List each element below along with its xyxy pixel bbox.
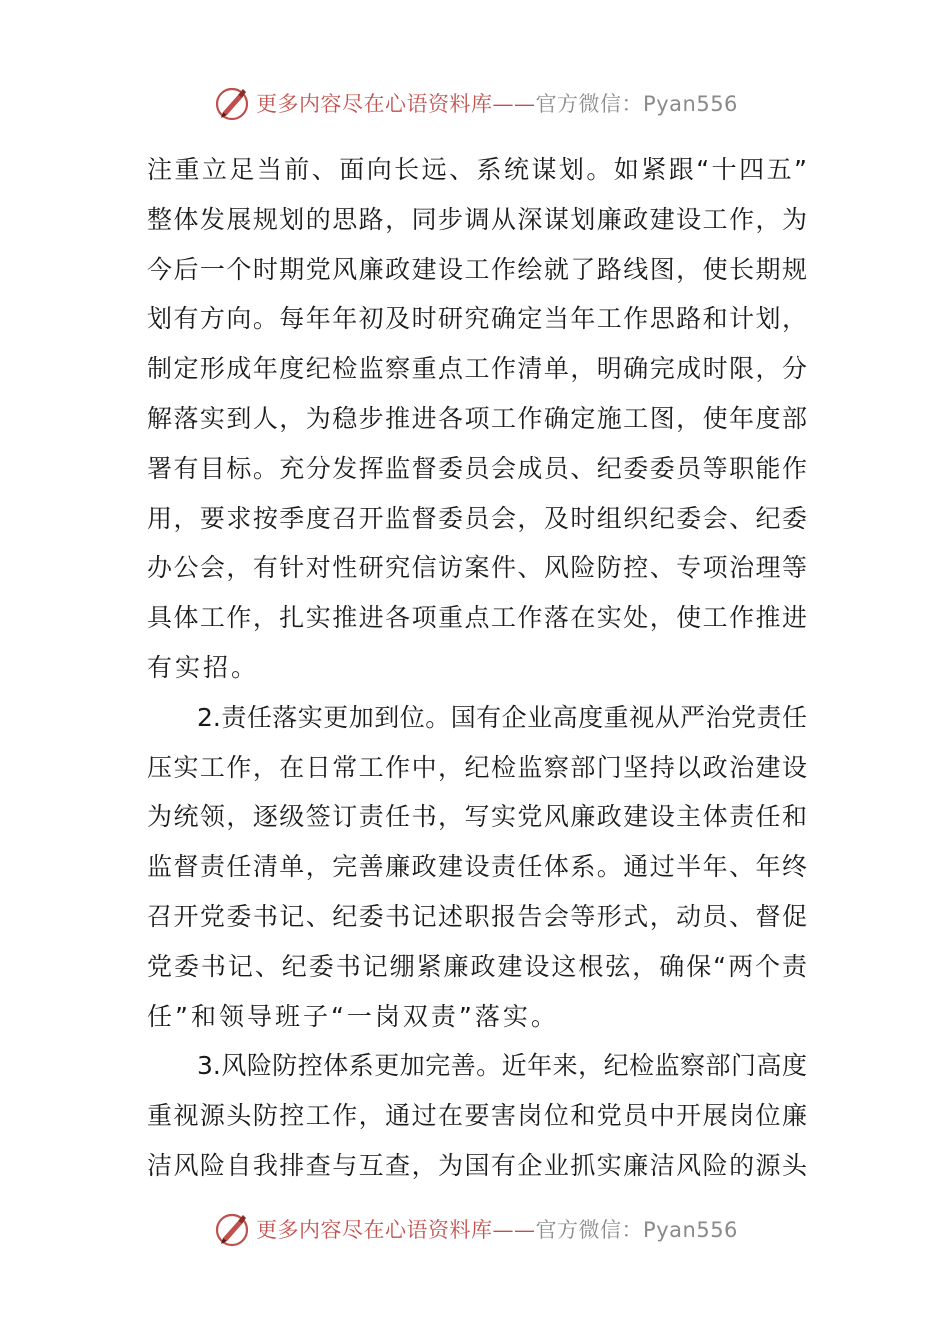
body-line: 用，要求按季度召开监督委员会，及时组织纪委会、纪委 [147, 503, 807, 533]
body-line: 注重立足当前、面向长远、系统谋划。如紧跟“十四五” [147, 155, 807, 184]
body-line: 制定形成年度纪检监察重点工作清单，明确完成时限，分 [147, 354, 807, 384]
header-wechat-text: 官方微信：Pyan556 [535, 92, 738, 116]
pen-logo-icon [212, 1209, 252, 1249]
body-line: 整体发展规划的思路，同步调从深谋划廉政建设工作，为 [147, 204, 807, 234]
footer-site-text: 更多内容尽在心语资料库—— [256, 1218, 536, 1242]
body-line: 解落实到人，为稳步推进各项工作确定施工图，使年度部 [147, 403, 807, 433]
pen-logo-icon [212, 83, 252, 123]
body-line: 任”和领导班子“一岗双责”落实。 [147, 1001, 559, 1031]
body-line: 召开党委书记、纪委书记述职报告会等形式，动员、督促 [147, 901, 807, 931]
body-line: 为统领，逐级签订责任书，写实党风廉政建设主体责任和 [147, 802, 807, 832]
paragraph-heading-3: 3.风险防控体系更加完善。近年来，纪检监察部门高度 [197, 1051, 807, 1081]
body-line: 有实招。 [147, 652, 260, 682]
body-line: 署有目标。充分发挥监督委员会成员、纪委委员等职能作 [147, 453, 807, 483]
footer-text [256, 1214, 738, 1244]
document-body [147, 145, 807, 1191]
header-banner [0, 78, 950, 128]
body-line: 压实工作，在日常工作中，纪检监察部门坚持以政治建设 [147, 752, 807, 782]
header-text [256, 88, 738, 118]
body-line: 具体工作，扎实推进各项重点工作落在实处，使工作推进 [147, 603, 807, 633]
body-line: 洁风险自我排查与互查，为国有企业抓实廉洁风险的源头 [147, 1150, 807, 1180]
paragraph-heading-2: 2.责任落实更加到位。国有企业高度重视从严治党责任 [197, 702, 807, 732]
footer-wechat-text: 官方微信：Pyan556 [535, 1218, 738, 1242]
body-line: 重视源头防控工作，通过在要害岗位和党员中开展岗位廉 [147, 1101, 807, 1131]
body-line: 党委书记、纪委书记绷紧廉政建设这根弦，确保“两个责 [147, 951, 807, 981]
body-line: 今后一个时期党风廉政建设工作绘就了路线图，使长期规 [147, 254, 807, 284]
body-line: 划有方向。每年年初及时研究确定当年工作思路和计划， [147, 304, 807, 334]
body-line: 办公会，有针对性研究信访案件、风险防控、专项治理等 [147, 553, 807, 583]
footer-banner [0, 1204, 950, 1254]
header-site-text: 更多内容尽在心语资料库—— [256, 92, 536, 116]
body-line: 监督责任清单，完善廉政建设责任体系。通过半年、年终 [147, 852, 807, 882]
